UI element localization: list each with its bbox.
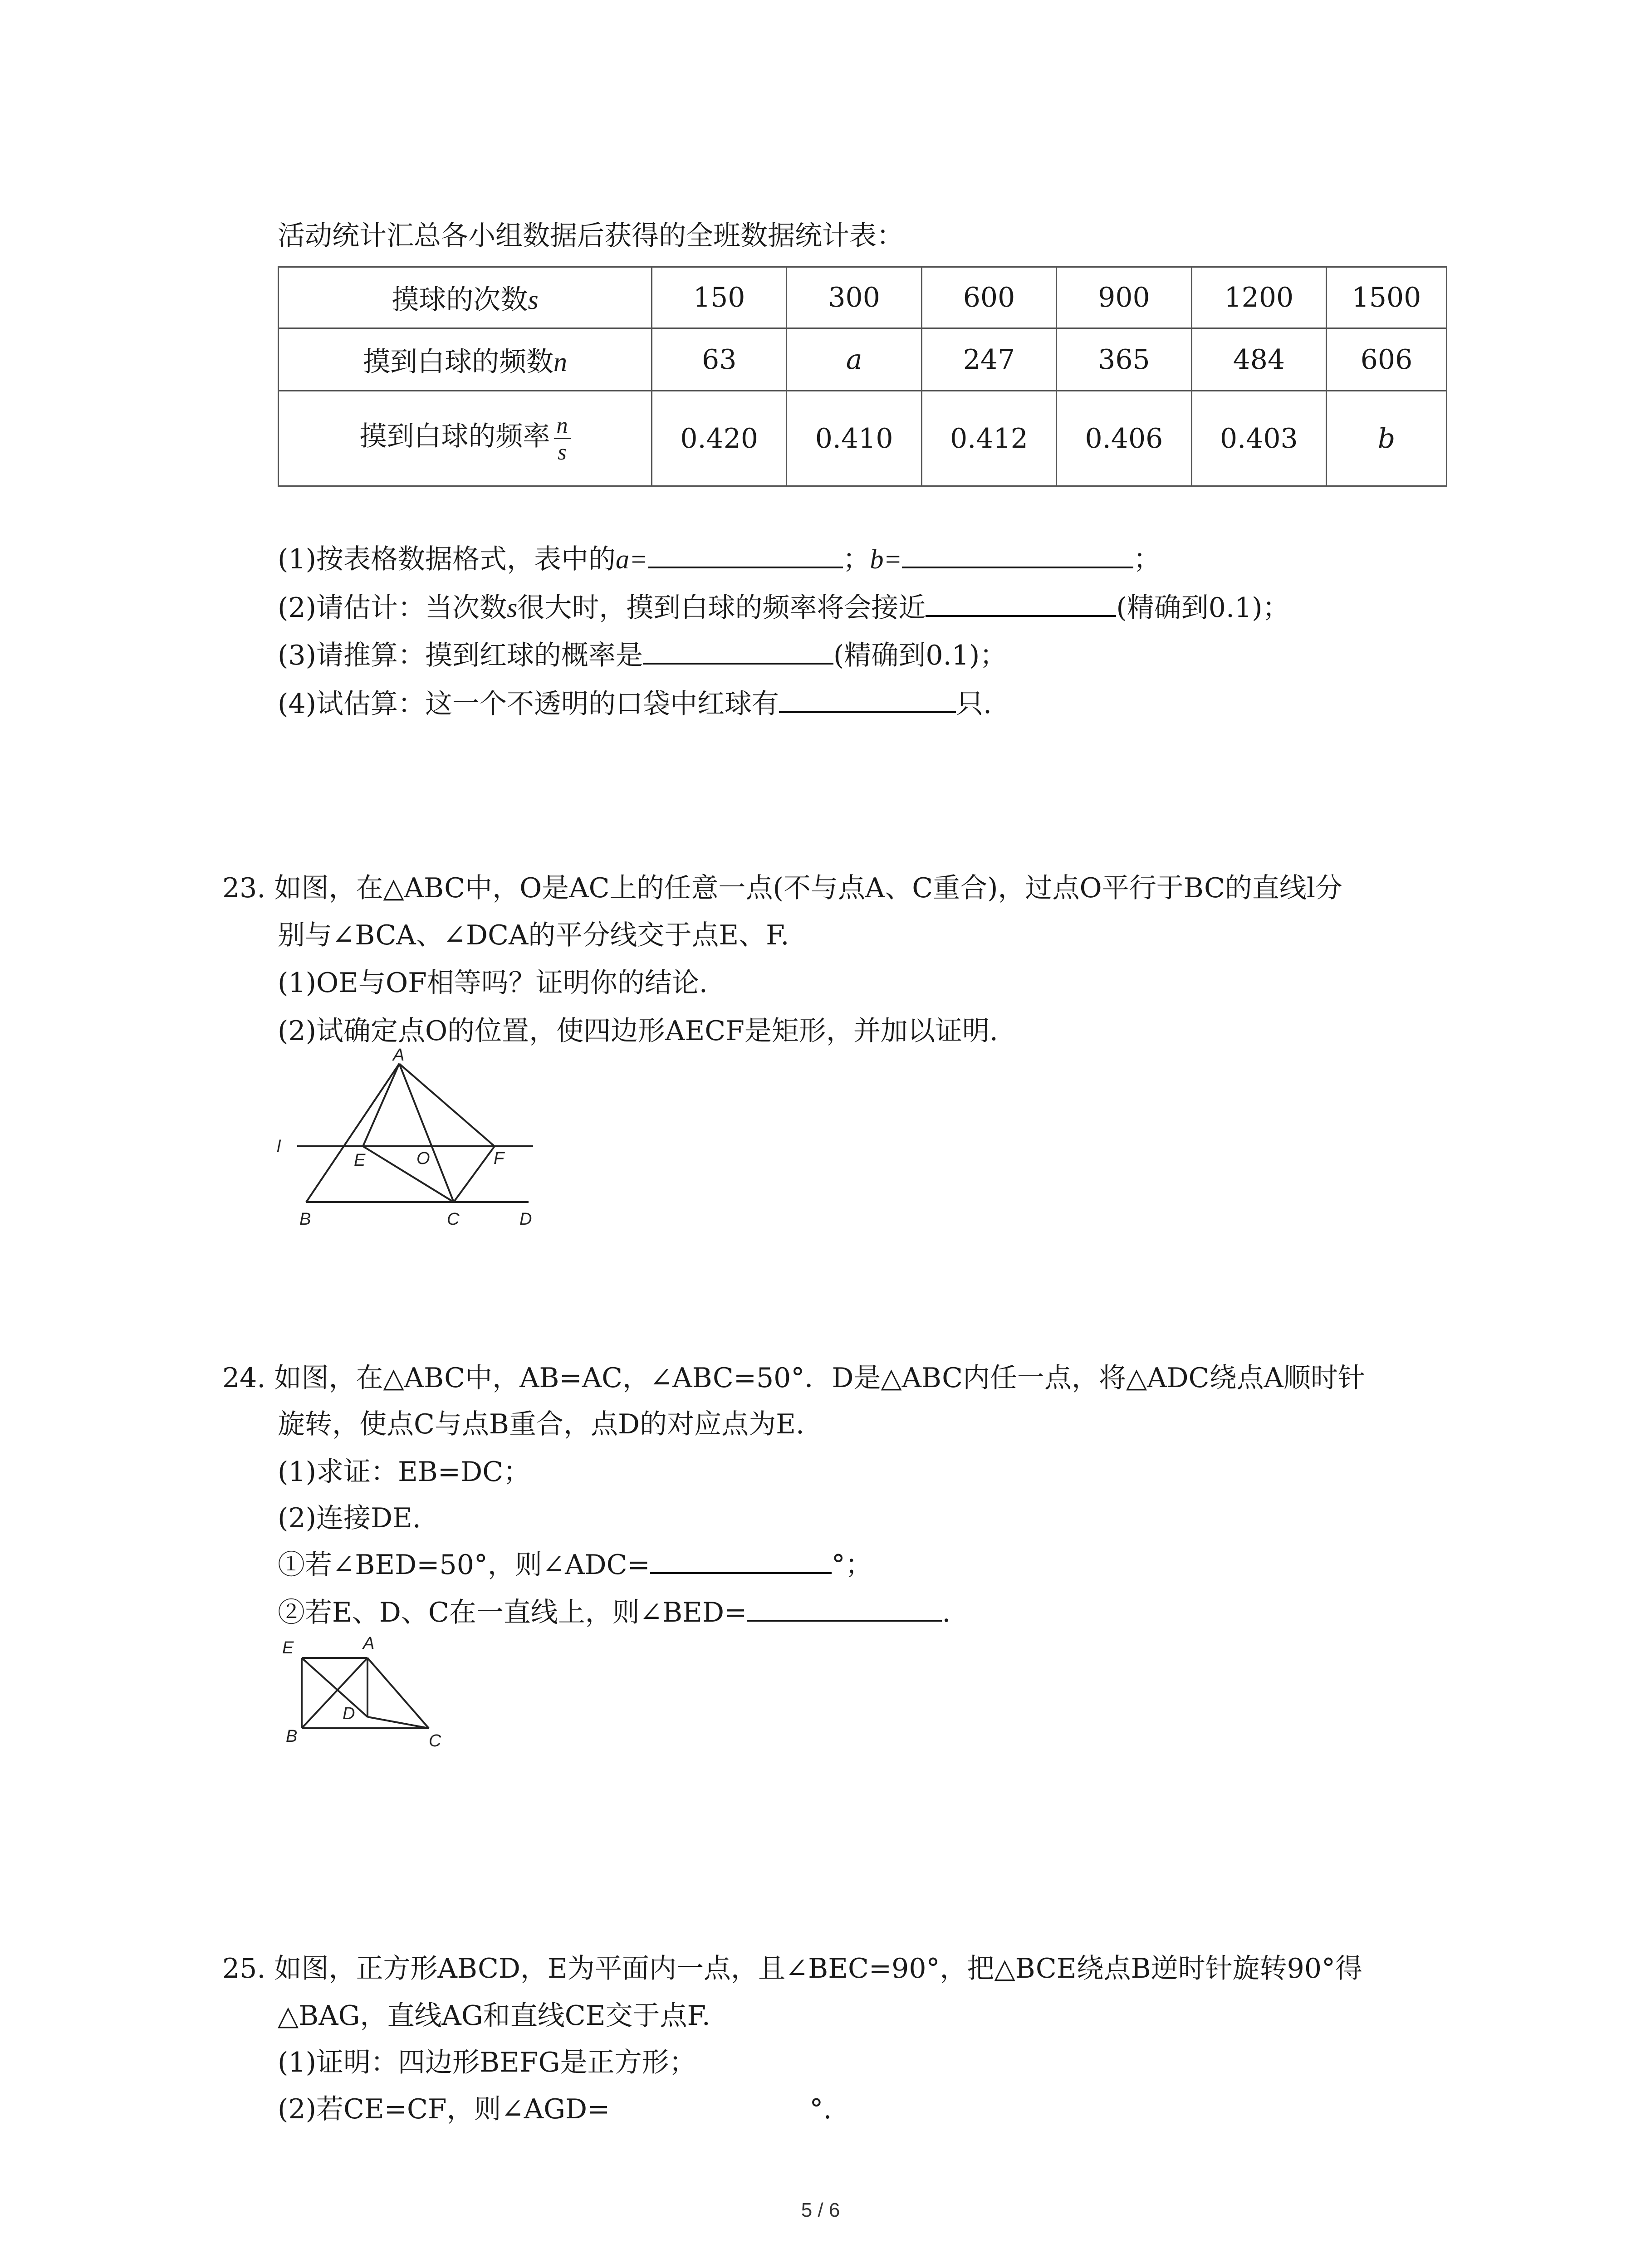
label-D: D — [519, 1210, 532, 1229]
q22-part4: (4)试估算：这一个不透明的口袋中红球有 只. — [278, 688, 992, 720]
table-cell: 0.410 — [787, 391, 921, 486]
q24-line4: (2)连接DE. — [278, 1502, 421, 1534]
table-cell: 1200 — [1191, 267, 1326, 328]
table-cell: 1500 — [1327, 267, 1447, 328]
q23-line4: (2)试确定点O的位置，使四边形AECF是矩形，并加以证明. — [278, 1015, 998, 1047]
q24-line1: 24. 如图，在△ABC中，AB=AC，∠ABC=50°．D是△ABC内任一点，将△ADC绕点A顺时针 — [222, 1362, 1365, 1394]
row-label-white-count: 摸到白球的频数n — [279, 328, 652, 391]
q23-geometry-figure — [272, 1043, 554, 1243]
q24-line5: ①若∠BED=50°，则∠ADC= °； — [278, 1549, 872, 1581]
fraction-n-over-s: $\frac{n}{s}$ — [554, 412, 571, 464]
q24-line2: 旋转，使点C与点B重合，点D的对应点为E. — [278, 1408, 804, 1440]
table-cell: 365 — [1057, 328, 1191, 391]
q24-line3: (1)求证：EB=DC； — [278, 1456, 531, 1488]
q24-line6: ②若E、D、C在一直线上，则∠BED= . — [278, 1597, 951, 1628]
table-cell: 247 — [921, 328, 1056, 391]
table-cell: 300 — [787, 267, 921, 328]
q23-line2: 别与∠BCA、∠DCA的平分线交于点E、F. — [278, 919, 789, 951]
table-cell: a — [787, 328, 921, 391]
page-number: 5 / 6 — [801, 2199, 840, 2221]
statistics-table — [278, 266, 1447, 487]
table-cell: b — [1327, 391, 1447, 486]
table-cell: 900 — [1057, 267, 1191, 328]
q23-line1: 23. 如图，在△ABC中，O是AC上的任意一点(不与点A、C重合)，过点O平行于BC的直线l分 — [222, 872, 1343, 904]
label-E: E — [354, 1151, 366, 1170]
label-C: C — [447, 1210, 460, 1229]
q25-line1: 25. 如图，正方形ABCD，E为平面内一点，且∠BEC=90°，把△BCE绕点B逆时针旋转90°得 — [222, 1953, 1363, 1984]
label-l: l — [277, 1137, 281, 1156]
table-row — [279, 391, 1447, 486]
q22-part3: (3)请推算：摸到红球的概率是 (精确到0.1)； — [278, 640, 1007, 671]
q25-line4: (2)若CE=CF，则∠AGD= °. — [278, 2093, 832, 2125]
table-row — [279, 267, 1447, 328]
table-cell: 63 — [652, 328, 787, 391]
table-intro: 活动统计汇总各小组数据后获得的全班数据统计表： — [278, 220, 904, 252]
label-B: B — [299, 1210, 311, 1229]
row-label-draws: 摸球的次数s — [279, 267, 652, 328]
label-O: O — [416, 1149, 430, 1168]
table-cell: 150 — [652, 267, 787, 328]
q23-line3: (1)OE与OF相等吗？证明你的结论. — [278, 967, 708, 999]
label-E: E — [282, 1638, 294, 1657]
q25-line3: (1)证明：四边形BEFG是正方形； — [278, 2047, 696, 2078]
q22-part2: (2)请估计：当次数s很大时，摸到白球的频率将会接近 (精确到0.1)； — [278, 592, 1290, 624]
table-cell: 0.406 — [1057, 391, 1191, 486]
label-D: D — [343, 1704, 355, 1723]
q24-geometry-figure — [272, 1631, 463, 1762]
table-cell: 606 — [1327, 328, 1447, 391]
answer-blank-red-count[interactable] — [779, 711, 956, 713]
answer-blank-red-probability[interactable] — [643, 662, 833, 665]
row-label-white-frequency: 摸到白球的频率 $\frac{n}{s}$ — [279, 391, 652, 486]
answer-blank-bed[interactable] — [747, 1619, 942, 1622]
q25-line2: △BAG，直线AG和直线CE交于点F. — [278, 2000, 710, 2032]
table-cell: 600 — [921, 267, 1056, 328]
table-cell: 0.420 — [652, 391, 787, 486]
label-F: F — [494, 1149, 505, 1168]
answer-blank-limit[interactable] — [926, 615, 1116, 617]
answer-blank-adc[interactable] — [650, 1572, 832, 1574]
label-B: B — [286, 1727, 298, 1746]
label-A: A — [363, 1634, 375, 1653]
answer-blank-a[interactable] — [648, 566, 843, 568]
table-cell: 0.412 — [921, 391, 1056, 486]
label-C: C — [429, 1731, 441, 1750]
table-row — [279, 328, 1447, 391]
label-A: A — [393, 1046, 405, 1065]
q22-part1: (1)按表格数据格式，表中的a= ；b= ； — [278, 543, 1161, 575]
table-cell: 484 — [1191, 328, 1326, 391]
table-cell: 0.403 — [1191, 391, 1326, 486]
answer-blank-b[interactable] — [902, 566, 1133, 568]
